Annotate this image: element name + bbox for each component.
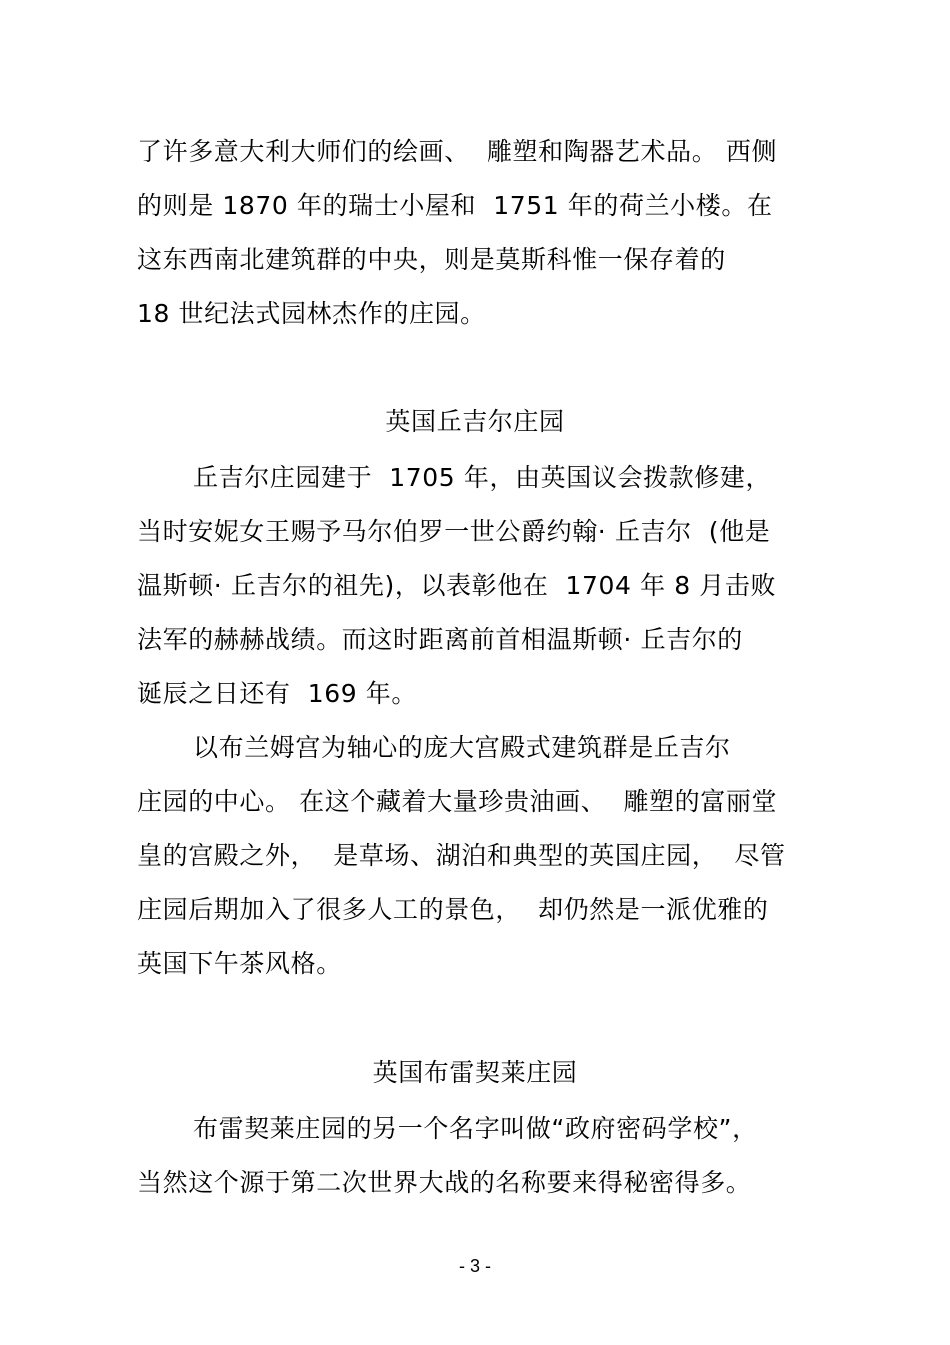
paragraph-line: 庄园的中心。 在这个藏着大量珍贵油画、 雕塑的富丽堂 xyxy=(137,787,778,816)
intro-line-1: 了许多意大利大师们的绘画、 雕塑和陶器艺术品。 西侧 xyxy=(137,137,778,166)
paragraph-line: 皇的宫殿之外， 是草场、湖泊和典型的英国庄园， 尽管 xyxy=(137,841,786,870)
paragraph-line: 温斯顿· 丘吉尔的祖先)，以表彰他在 1704 年 8 月击败 xyxy=(137,571,777,600)
paragraph-line: 丘吉尔庄园建于 1705 年，由英国议会拨款修建， xyxy=(193,463,772,492)
intro-line-2: 的则是 1870 年的瑞士小屋和 1751 年的荷兰小楼。在 xyxy=(137,191,773,220)
paragraph-line: 法军的赫赫战绩。而这时距离前首相温斯顿· 丘吉尔的 xyxy=(137,625,743,654)
paragraph-line: 当然这个源于第二次世界大战的名称要来得秘密得多。 xyxy=(137,1168,752,1197)
paragraph-line: 布雷契莱庄园的另一个名字叫做“政府密码学校”， xyxy=(193,1114,758,1143)
intro-line-3: 这东西南北建筑群的中央，则是莫斯科惟一保存着的 xyxy=(137,245,726,274)
intro-line-4: 18 世纪法式园林杰作的庄园。 xyxy=(137,299,486,328)
page-number: - 3 - xyxy=(458,1256,491,1276)
paragraph-line: 以布兰姆宫为轴心的庞大宫殿式建筑群是丘吉尔 xyxy=(193,733,731,762)
paragraph-line: 英国下午茶风格。 xyxy=(137,949,342,978)
paragraph-line: 庄园后期加入了很多人工的景色， 却仍然是一派优雅的 xyxy=(137,895,769,924)
paragraph-line: 诞辰之日还有 169 年。 xyxy=(137,679,417,708)
section-title-bletchley: 英国布雷契莱庄园 xyxy=(372,1058,578,1087)
paragraph-line: 当时安妮女王赐予马尔伯罗一世公爵约翰· 丘吉尔 (他是 xyxy=(137,517,771,546)
section-title-churchill: 英国丘吉尔庄园 xyxy=(385,407,565,436)
